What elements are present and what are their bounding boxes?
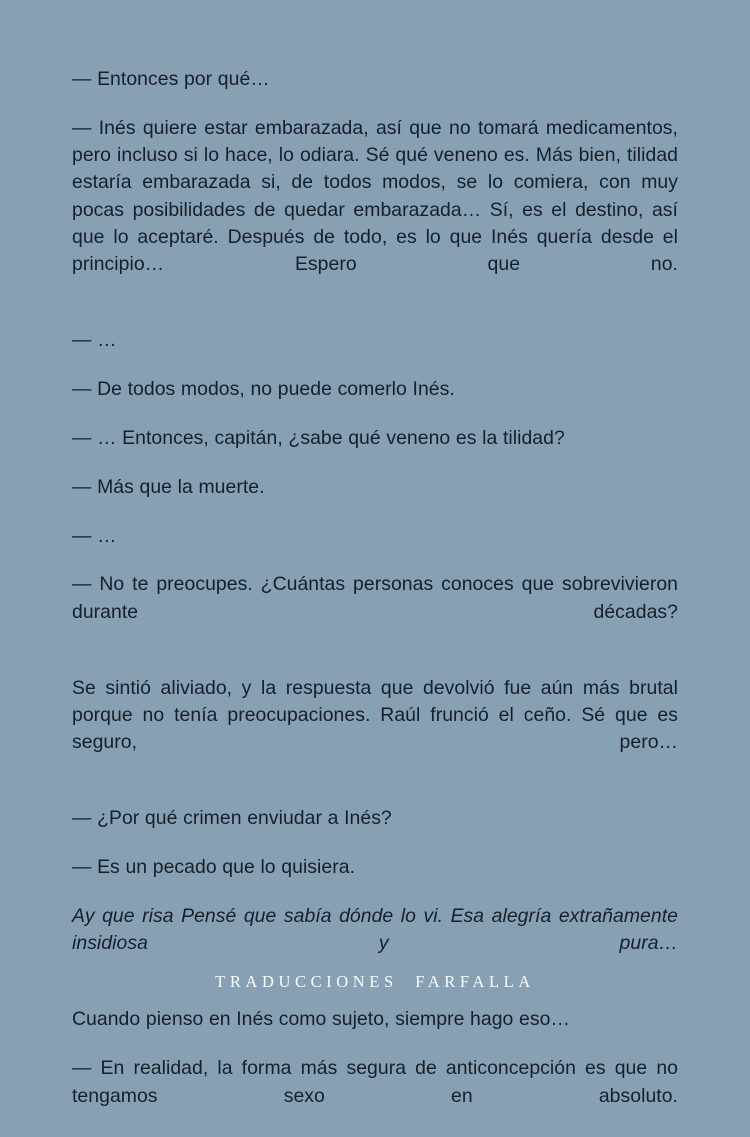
paragraph-10: — ¿Por qué crimen enviudar a Inés?	[72, 807, 392, 830]
paragraph-4: — De todos modos, no puede comerlo Inés.	[72, 378, 455, 401]
paragraph-12-italic: Ay que risa Pensé que sabía dónde lo vi. Esa alegría extrañamente insidiosa y pura…	[72, 905, 678, 955]
paragraph-7: — …	[72, 524, 117, 547]
paragraph-11: — Es un pecado que lo quisiera.	[72, 856, 356, 879]
paragraph-5: — … Entonces, capitán, ¿sabe qué veneno es la tilidad?	[72, 426, 565, 449]
paragraph-3: — …	[72, 329, 117, 352]
paragraph-6: — Más que la muerte.	[72, 475, 265, 498]
paragraph-1: — Entonces por qué…	[72, 68, 270, 90]
paragraph-2: — Inés quiere estar embarazada, así que no tomará medicamentos, pero incluso si lo hace, lo odiara. Sé qué veneno es. Más bien, tilidad estaría embarazada si, de todos modos, se lo comiera, con muy pocas posibilidades de quedar embarazada… Sí, es el destino, así que lo aceptaré. Después de todo, es lo que Inés quería desde el principio… Espero que no.	[72, 116, 678, 276]
watermark-traducciones-farfalla: TRADUCCIONES FARFALLA	[215, 972, 535, 991]
paragraph-13: Cuando pienso en Inés como sujeto, siempre hago eso…	[72, 1008, 570, 1031]
paragraph-14: — En realidad, la forma más segura de anticoncepción es que no tengamos sexo en absoluto.	[72, 1057, 678, 1107]
paragraph-8: — No te preocupes. ¿Cuántas personas conoces que sobrevivieron durante décadas?	[72, 573, 678, 623]
paragraph-9: Se sintió aliviado, y la respuesta que devolvió fue aún más brutal porque no tenía preocupaciones. Raúl frunció el ceño. Sé que es seguro, pero…	[72, 676, 678, 754]
